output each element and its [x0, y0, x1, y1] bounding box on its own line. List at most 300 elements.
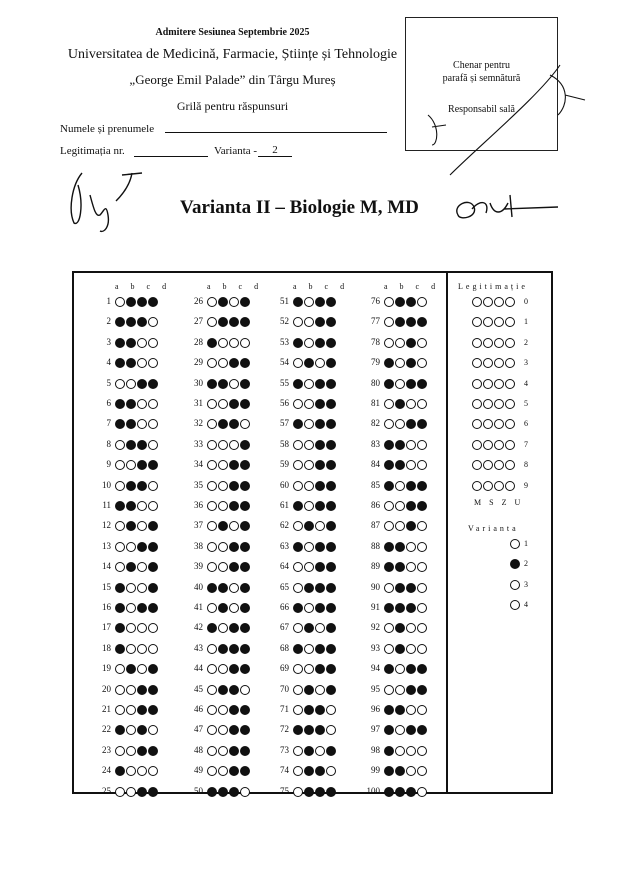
answer-bubble[interactable] [126, 501, 136, 511]
answer-bubble[interactable] [115, 317, 125, 327]
answer-bubble[interactable] [126, 685, 136, 695]
answer-bubble[interactable] [417, 685, 427, 695]
answer-bubble[interactable] [304, 358, 314, 368]
answer-bubble[interactable] [218, 685, 228, 695]
name-field[interactable] [165, 120, 387, 133]
answer-bubble[interactable] [148, 685, 158, 695]
answer-bubble[interactable] [326, 521, 336, 531]
answer-bubble[interactable] [417, 317, 427, 327]
answer-bubble[interactable] [326, 623, 336, 633]
answer-bubble[interactable] [315, 644, 325, 654]
answer-bubble[interactable] [126, 521, 136, 531]
answer-bubble[interactable] [326, 460, 336, 470]
answer-bubble[interactable] [240, 317, 250, 327]
answer-bubble[interactable] [229, 419, 239, 429]
answer-bubble[interactable] [406, 746, 416, 756]
legitimatie-bubble[interactable] [483, 399, 493, 409]
answer-bubble[interactable] [137, 583, 147, 593]
answer-bubble[interactable] [315, 440, 325, 450]
answer-bubble[interactable] [115, 603, 125, 613]
answer-bubble[interactable] [207, 705, 217, 715]
answer-bubble[interactable] [395, 399, 405, 409]
legitimatie-bubble[interactable] [472, 440, 482, 450]
answer-bubble[interactable] [293, 460, 303, 470]
answer-bubble[interactable] [148, 787, 158, 797]
answer-bubble[interactable] [218, 746, 228, 756]
answer-bubble[interactable] [240, 338, 250, 348]
answer-bubble[interactable] [326, 501, 336, 511]
answer-bubble[interactable] [395, 583, 405, 593]
answer-bubble[interactable] [384, 358, 394, 368]
answer-bubble[interactable] [384, 705, 394, 715]
answer-bubble[interactable] [137, 623, 147, 633]
legitimatie-bubble[interactable] [494, 481, 504, 491]
answer-bubble[interactable] [293, 542, 303, 552]
answer-bubble[interactable] [207, 338, 217, 348]
answer-bubble[interactable] [240, 440, 250, 450]
answer-bubble[interactable] [126, 746, 136, 756]
answer-bubble[interactable] [126, 725, 136, 735]
answer-bubble[interactable] [207, 623, 217, 633]
answer-bubble[interactable] [304, 542, 314, 552]
answer-bubble[interactable] [137, 562, 147, 572]
legitimatie-bubble[interactable] [505, 440, 515, 450]
answer-bubble[interactable] [115, 766, 125, 776]
answer-bubble[interactable] [115, 623, 125, 633]
answer-bubble[interactable] [240, 460, 250, 470]
answer-bubble[interactable] [218, 358, 228, 368]
answer-bubble[interactable] [240, 521, 250, 531]
answer-bubble[interactable] [115, 705, 125, 715]
answer-bubble[interactable] [218, 419, 228, 429]
answer-bubble[interactable] [315, 746, 325, 756]
answer-bubble[interactable] [406, 358, 416, 368]
answer-bubble[interactable] [326, 542, 336, 552]
answer-bubble[interactable] [115, 644, 125, 654]
answer-bubble[interactable] [326, 419, 336, 429]
answer-bubble[interactable] [137, 419, 147, 429]
answer-bubble[interactable] [293, 725, 303, 735]
answer-bubble[interactable] [218, 297, 228, 307]
answer-bubble[interactable] [229, 379, 239, 389]
answer-bubble[interactable] [315, 419, 325, 429]
answer-bubble[interactable] [406, 705, 416, 715]
answer-bubble[interactable] [115, 787, 125, 797]
answer-bubble[interactable] [218, 501, 228, 511]
answer-bubble[interactable] [229, 358, 239, 368]
answer-bubble[interactable] [240, 766, 250, 776]
legitimatie-bubble[interactable] [472, 399, 482, 409]
answer-bubble[interactable] [326, 562, 336, 572]
answer-bubble[interactable] [315, 317, 325, 327]
answer-bubble[interactable] [293, 440, 303, 450]
answer-bubble[interactable] [417, 623, 427, 633]
answer-bubble[interactable] [304, 623, 314, 633]
answer-bubble[interactable] [229, 521, 239, 531]
answer-bubble[interactable] [207, 766, 217, 776]
answer-bubble[interactable] [417, 787, 427, 797]
answer-bubble[interactable] [115, 725, 125, 735]
answer-bubble[interactable] [148, 746, 158, 756]
answer-bubble[interactable] [207, 358, 217, 368]
answer-bubble[interactable] [126, 358, 136, 368]
answer-bubble[interactable] [384, 317, 394, 327]
answer-bubble[interactable] [293, 338, 303, 348]
answer-bubble[interactable] [417, 297, 427, 307]
answer-bubble[interactable] [148, 603, 158, 613]
answer-bubble[interactable] [148, 644, 158, 654]
answer-bubble[interactable] [315, 583, 325, 593]
answer-bubble[interactable] [417, 358, 427, 368]
answer-bubble[interactable] [406, 725, 416, 735]
answer-bubble[interactable] [417, 338, 427, 348]
legitimatie-bubble[interactable] [494, 419, 504, 429]
answer-bubble[interactable] [293, 644, 303, 654]
answer-bubble[interactable] [384, 725, 394, 735]
answer-bubble[interactable] [148, 379, 158, 389]
answer-bubble[interactable] [115, 583, 125, 593]
answer-bubble[interactable] [148, 419, 158, 429]
answer-bubble[interactable] [137, 481, 147, 491]
answer-bubble[interactable] [406, 297, 416, 307]
answer-bubble[interactable] [115, 664, 125, 674]
answer-bubble[interactable] [115, 338, 125, 348]
answer-bubble[interactable] [115, 460, 125, 470]
answer-bubble[interactable] [115, 379, 125, 389]
answer-bubble[interactable] [395, 725, 405, 735]
answer-bubble[interactable] [406, 440, 416, 450]
answer-bubble[interactable] [304, 562, 314, 572]
varianta-bubble[interactable] [510, 600, 520, 610]
legitimatie-bubble[interactable] [483, 317, 493, 327]
answer-bubble[interactable] [293, 297, 303, 307]
answer-bubble[interactable] [207, 460, 217, 470]
answer-bubble[interactable] [115, 746, 125, 756]
answer-bubble[interactable] [148, 521, 158, 531]
legitimatie-bubble[interactable] [483, 297, 493, 307]
legitimatie-bubble[interactable] [483, 460, 493, 470]
answer-bubble[interactable] [240, 562, 250, 572]
answer-bubble[interactable] [395, 379, 405, 389]
answer-bubble[interactable] [384, 501, 394, 511]
answer-bubble[interactable] [137, 338, 147, 348]
answer-bubble[interactable] [326, 583, 336, 593]
answer-bubble[interactable] [126, 766, 136, 776]
answer-bubble[interactable] [315, 705, 325, 715]
answer-bubble[interactable] [218, 379, 228, 389]
legitimatie-bubble[interactable] [494, 297, 504, 307]
answer-bubble[interactable] [207, 664, 217, 674]
answer-bubble[interactable] [315, 766, 325, 776]
answer-bubble[interactable] [293, 501, 303, 511]
answer-bubble[interactable] [115, 501, 125, 511]
answer-bubble[interactable] [229, 440, 239, 450]
legitimatie-bubble[interactable] [483, 338, 493, 348]
variant-field[interactable]: 2 [258, 144, 292, 157]
answer-bubble[interactable] [207, 644, 217, 654]
answer-bubble[interactable] [240, 399, 250, 409]
answer-bubble[interactable] [417, 664, 427, 674]
answer-bubble[interactable] [304, 440, 314, 450]
answer-bubble[interactable] [395, 705, 405, 715]
answer-bubble[interactable] [207, 379, 217, 389]
legitimatie-bubble[interactable] [472, 358, 482, 368]
answer-bubble[interactable] [384, 338, 394, 348]
answer-bubble[interactable] [384, 603, 394, 613]
answer-bubble[interactable] [417, 705, 427, 715]
answer-bubble[interactable] [137, 358, 147, 368]
answer-bubble[interactable] [384, 521, 394, 531]
varianta-bubble[interactable] [510, 559, 520, 569]
answer-bubble[interactable] [137, 746, 147, 756]
answer-bubble[interactable] [406, 664, 416, 674]
answer-bubble[interactable] [207, 521, 217, 531]
answer-bubble[interactable] [326, 787, 336, 797]
answer-bubble[interactable] [207, 583, 217, 593]
answer-bubble[interactable] [293, 746, 303, 756]
answer-bubble[interactable] [207, 685, 217, 695]
legitimatie-bubble[interactable] [505, 358, 515, 368]
answer-bubble[interactable] [229, 766, 239, 776]
answer-bubble[interactable] [395, 481, 405, 491]
answer-bubble[interactable] [417, 399, 427, 409]
answer-bubble[interactable] [229, 623, 239, 633]
answer-bubble[interactable] [315, 460, 325, 470]
answer-bubble[interactable] [229, 297, 239, 307]
legitimatie-bubble[interactable] [483, 379, 493, 389]
answer-bubble[interactable] [148, 766, 158, 776]
answer-bubble[interactable] [293, 705, 303, 715]
legitimatie-bubble[interactable] [483, 419, 493, 429]
answer-bubble[interactable] [417, 562, 427, 572]
answer-bubble[interactable] [304, 481, 314, 491]
answer-bubble[interactable] [406, 623, 416, 633]
answer-bubble[interactable] [406, 338, 416, 348]
answer-bubble[interactable] [326, 358, 336, 368]
answer-bubble[interactable] [148, 583, 158, 593]
answer-bubble[interactable] [126, 644, 136, 654]
answer-bubble[interactable] [218, 787, 228, 797]
answer-bubble[interactable] [148, 705, 158, 715]
answer-bubble[interactable] [207, 603, 217, 613]
answer-bubble[interactable] [229, 725, 239, 735]
answer-bubble[interactable] [304, 583, 314, 593]
answer-bubble[interactable] [115, 440, 125, 450]
legitimatie-bubble[interactable] [483, 481, 493, 491]
answer-bubble[interactable] [395, 521, 405, 531]
answer-bubble[interactable] [315, 379, 325, 389]
varianta-bubble[interactable] [510, 539, 520, 549]
legitimatie-bubble[interactable] [505, 419, 515, 429]
answer-bubble[interactable] [240, 419, 250, 429]
answer-bubble[interactable] [326, 685, 336, 695]
answer-bubble[interactable] [395, 644, 405, 654]
answer-bubble[interactable] [384, 460, 394, 470]
answer-bubble[interactable] [240, 542, 250, 552]
answer-bubble[interactable] [115, 399, 125, 409]
answer-bubble[interactable] [417, 440, 427, 450]
answer-bubble[interactable] [126, 603, 136, 613]
answer-bubble[interactable] [326, 766, 336, 776]
legitimatie-bubble[interactable] [505, 379, 515, 389]
answer-bubble[interactable] [417, 501, 427, 511]
answer-bubble[interactable] [148, 725, 158, 735]
answer-bubble[interactable] [315, 358, 325, 368]
answer-bubble[interactable] [395, 419, 405, 429]
answer-bubble[interactable] [395, 358, 405, 368]
legitimatie-bubble[interactable] [505, 338, 515, 348]
answer-bubble[interactable] [326, 664, 336, 674]
answer-bubble[interactable] [293, 623, 303, 633]
answer-bubble[interactable] [207, 317, 217, 327]
answer-bubble[interactable] [115, 358, 125, 368]
answer-bubble[interactable] [395, 440, 405, 450]
legitimatie-bubble[interactable] [494, 317, 504, 327]
answer-bubble[interactable] [229, 562, 239, 572]
answer-bubble[interactable] [315, 542, 325, 552]
answer-bubble[interactable] [137, 440, 147, 450]
answer-bubble[interactable] [384, 664, 394, 674]
answer-bubble[interactable] [218, 562, 228, 572]
answer-bubble[interactable] [304, 521, 314, 531]
legitimatie-bubble[interactable] [472, 419, 482, 429]
answer-bubble[interactable] [395, 787, 405, 797]
legitimatie-bubble[interactable] [483, 358, 493, 368]
answer-bubble[interactable] [240, 358, 250, 368]
answer-bubble[interactable] [148, 297, 158, 307]
answer-bubble[interactable] [417, 725, 427, 735]
answer-bubble[interactable] [293, 399, 303, 409]
answer-bubble[interactable] [384, 583, 394, 593]
answer-bubble[interactable] [240, 787, 250, 797]
answer-bubble[interactable] [137, 399, 147, 409]
answer-bubble[interactable] [315, 603, 325, 613]
answer-bubble[interactable] [417, 460, 427, 470]
answer-bubble[interactable] [240, 379, 250, 389]
answer-bubble[interactable] [304, 644, 314, 654]
answer-bubble[interactable] [137, 542, 147, 552]
answer-bubble[interactable] [229, 501, 239, 511]
answer-bubble[interactable] [315, 297, 325, 307]
answer-bubble[interactable] [137, 603, 147, 613]
answer-bubble[interactable] [395, 460, 405, 470]
answer-bubble[interactable] [293, 766, 303, 776]
answer-bubble[interactable] [304, 787, 314, 797]
answer-bubble[interactable] [384, 379, 394, 389]
answer-bubble[interactable] [137, 705, 147, 715]
answer-bubble[interactable] [218, 664, 228, 674]
answer-bubble[interactable] [218, 440, 228, 450]
answer-bubble[interactable] [126, 623, 136, 633]
answer-bubble[interactable] [395, 603, 405, 613]
answer-bubble[interactable] [240, 746, 250, 756]
answer-bubble[interactable] [148, 338, 158, 348]
answer-bubble[interactable] [218, 399, 228, 409]
legitimatie-bubble[interactable] [472, 317, 482, 327]
answer-bubble[interactable] [384, 562, 394, 572]
answer-bubble[interactable] [229, 338, 239, 348]
answer-bubble[interactable] [304, 746, 314, 756]
answer-bubble[interactable] [326, 338, 336, 348]
answer-bubble[interactable] [304, 338, 314, 348]
answer-bubble[interactable] [218, 338, 228, 348]
answer-bubble[interactable] [240, 297, 250, 307]
answer-bubble[interactable] [207, 542, 217, 552]
answer-bubble[interactable] [137, 460, 147, 470]
answer-bubble[interactable] [218, 705, 228, 715]
answer-bubble[interactable] [218, 766, 228, 776]
legitimatie-bubble[interactable] [494, 338, 504, 348]
answer-bubble[interactable] [126, 787, 136, 797]
answer-bubble[interactable] [115, 685, 125, 695]
answer-bubble[interactable] [240, 705, 250, 715]
legitimatie-bubble[interactable] [472, 379, 482, 389]
answer-bubble[interactable] [304, 460, 314, 470]
answer-bubble[interactable] [293, 787, 303, 797]
answer-bubble[interactable] [229, 664, 239, 674]
answer-bubble[interactable] [395, 542, 405, 552]
answer-bubble[interactable] [115, 419, 125, 429]
answer-bubble[interactable] [218, 623, 228, 633]
answer-bubble[interactable] [126, 379, 136, 389]
answer-bubble[interactable] [207, 746, 217, 756]
answer-bubble[interactable] [218, 644, 228, 654]
answer-bubble[interactable] [148, 317, 158, 327]
answer-bubble[interactable] [240, 725, 250, 735]
answer-bubble[interactable] [229, 460, 239, 470]
legitimatie-bubble[interactable] [505, 399, 515, 409]
legitimatie-bubble[interactable] [505, 317, 515, 327]
answer-bubble[interactable] [207, 399, 217, 409]
legitimatie-bubble[interactable] [483, 440, 493, 450]
answer-bubble[interactable] [326, 725, 336, 735]
answer-bubble[interactable] [137, 725, 147, 735]
answer-bubble[interactable] [218, 542, 228, 552]
answer-bubble[interactable] [126, 297, 136, 307]
answer-bubble[interactable] [395, 766, 405, 776]
answer-bubble[interactable] [315, 725, 325, 735]
answer-bubble[interactable] [229, 705, 239, 715]
answer-bubble[interactable] [137, 501, 147, 511]
answer-bubble[interactable] [137, 787, 147, 797]
answer-bubble[interactable] [417, 379, 427, 389]
answer-bubble[interactable] [326, 603, 336, 613]
answer-bubble[interactable] [406, 583, 416, 593]
answer-bubble[interactable] [240, 623, 250, 633]
legitimatie-bubble[interactable] [494, 460, 504, 470]
answer-bubble[interactable] [240, 685, 250, 695]
answer-bubble[interactable] [384, 746, 394, 756]
answer-bubble[interactable] [115, 521, 125, 531]
answer-bubble[interactable] [229, 317, 239, 327]
answer-bubble[interactable] [406, 481, 416, 491]
answer-bubble[interactable] [406, 317, 416, 327]
answer-bubble[interactable] [395, 297, 405, 307]
legitimatie-bubble[interactable] [472, 338, 482, 348]
answer-bubble[interactable] [384, 644, 394, 654]
answer-bubble[interactable] [326, 746, 336, 756]
answer-bubble[interactable] [126, 562, 136, 572]
answer-bubble[interactable] [417, 766, 427, 776]
answer-bubble[interactable] [417, 583, 427, 593]
answer-bubble[interactable] [406, 787, 416, 797]
answer-bubble[interactable] [384, 297, 394, 307]
answer-bubble[interactable] [148, 623, 158, 633]
answer-bubble[interactable] [384, 440, 394, 450]
legitimatie-bubble[interactable] [472, 297, 482, 307]
answer-bubble[interactable] [326, 317, 336, 327]
answer-bubble[interactable] [126, 338, 136, 348]
